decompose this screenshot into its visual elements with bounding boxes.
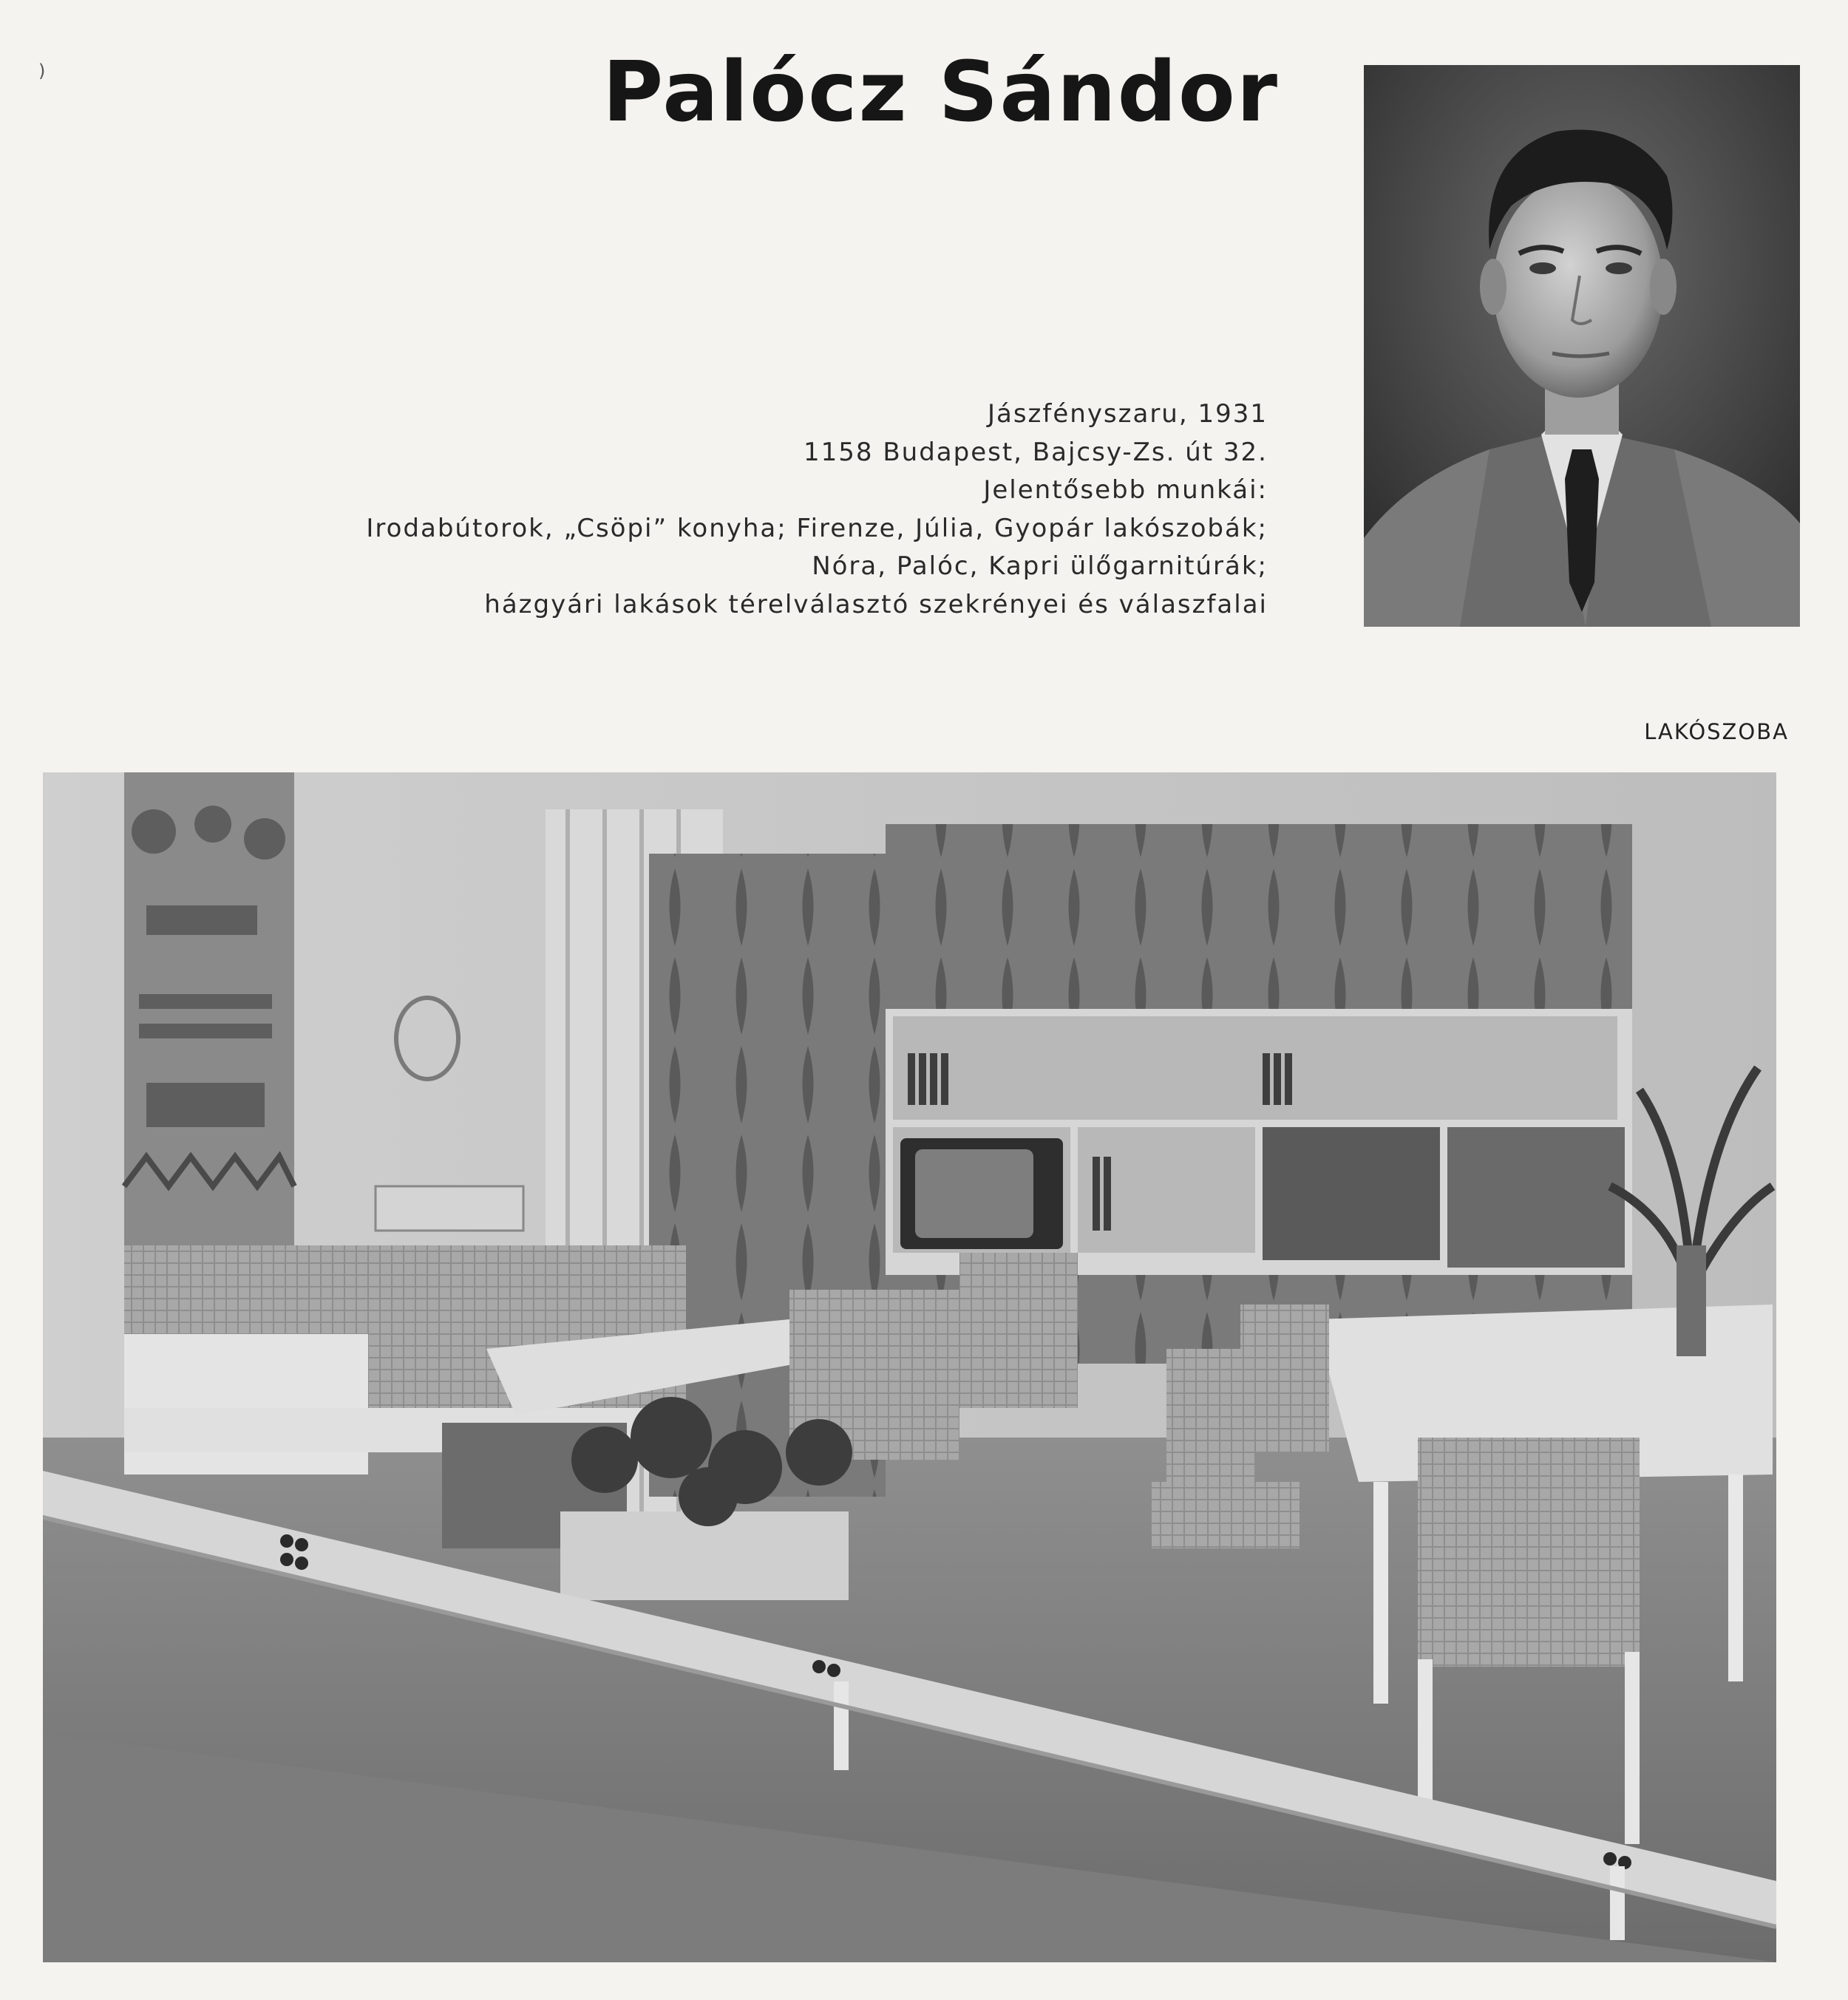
works-line: házgyári lakások térelválasztó szekrényei és válaszfalai [484, 589, 1268, 619]
works-line: Irodabútorok, „Csöpi” konyha; Firenze, Júlia, Gyopár lakószobák; [366, 513, 1268, 543]
figure-caption: LAKÓSZOBA [1644, 719, 1789, 744]
scan-mark: ) [38, 61, 46, 81]
portrait-photo [1364, 65, 1800, 627]
page-title: Palócz Sándor [602, 44, 1279, 140]
works-line: Nóra, Palóc, Kapri ülőgarnitúrák; [812, 551, 1268, 581]
works-heading: Jelentősebb munkái: [983, 475, 1268, 505]
living-room-photo [43, 772, 1776, 1962]
address: 1158 Budapest, Bajcsy-Zs. út 32. [804, 437, 1268, 467]
birthplace-year: Jászfényszaru, 1931 [987, 399, 1268, 429]
biography-block [233, 395, 1268, 624]
